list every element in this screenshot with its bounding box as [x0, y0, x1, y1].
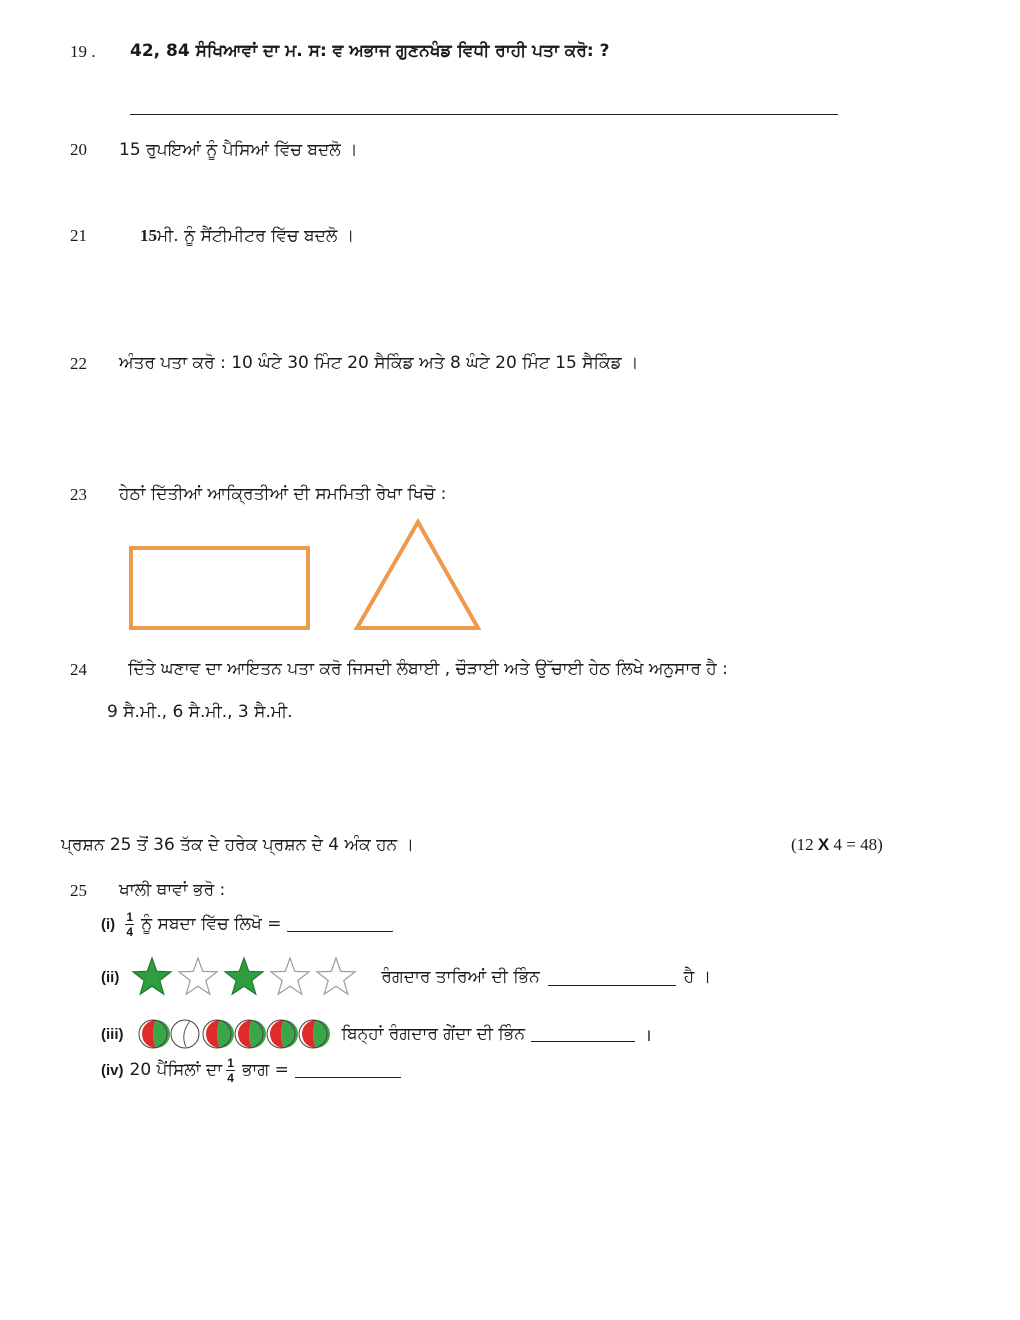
- fraction-one-quarter-iv: [226, 1057, 235, 1084]
- question-19-text: 42, 84 ਸੰਖਿਆਵਾਂ ਦਾ ਮ. ਸ: ਵ ਅਭਾਜ ਗੁਣਨਖੰਡ ਵਿਧੀ ਰਾਹੀ ਪਤਾ ਕਰੋ: ?: [130, 41, 610, 61]
- part-ii: [101, 955, 711, 999]
- filled-star-icon: [131, 956, 173, 998]
- question-24-text: ਦਿੱਤੇ ਘਣਾਵ ਦਾ ਆਇਤਨ ਪਤਾ ਕਰੋ ਜਿਸਦੀ ਲੰਬਾਈ , ਚੌੜਾਈ ਅਤੇ ਉੱਚਾਈ ਹੇਠ ਲਿਖੇ ਅਨੁਸਾਰ ਹੈ :: [128, 659, 728, 679]
- part-i-text: ਨੂੰ ਸਬਦਾ ਵਿੱਚ ਲਿਖੋ =: [141, 914, 282, 934]
- fraction-numerator: 1: [227, 1055, 234, 1070]
- question-24-dimensions: 9 ਸੈ.ਮੀ., 6 ਸੈ.ਮੀ., 3 ਸੈ.ਮੀ.: [107, 702, 293, 722]
- marks-times: X: [817, 835, 830, 854]
- question-number-22: 22: [70, 354, 87, 373]
- part-i: [101, 904, 393, 944]
- fraction-one-quarter: [125, 911, 134, 938]
- triangle-shape: [357, 522, 478, 628]
- part-iv: [101, 1050, 401, 1090]
- stars-row: [131, 956, 357, 998]
- empty-star-icon: [269, 956, 311, 998]
- marks-open: (12: [791, 835, 814, 854]
- empty-star-shape: [271, 958, 309, 994]
- question-20-text: 15 ਰੁਪਇਆਂ ਨੂੰ ਪੈਸਿਆਂ ਵਿੱਚ ਬਦਲੋ ।: [119, 140, 358, 160]
- filled-star-shape: [225, 958, 263, 994]
- fraction-numerator: 1: [126, 909, 134, 924]
- question-number-23: 23: [70, 485, 87, 504]
- question-23-text: ਹੇਠਾਂ ਦਿੱਤੀਆਂ ਆਕ੍ਰਿਤੀਆਂ ਦੀ ਸਮਮਿਤੀ ਰੇਖਾ ਖਿਚੋ :: [119, 484, 447, 504]
- filled-star-shape: [133, 958, 171, 994]
- part-ii-text: ਰੰਗਦਾਰ ਤਾਰਿਆਂ ਦੀ ਭਿੰਨ: [381, 967, 540, 987]
- filled-star-icon: [223, 956, 265, 998]
- empty-star-icon: [177, 956, 219, 998]
- answer-blank-iv[interactable]: [295, 1076, 401, 1078]
- marks-rest: 4 = 48): [833, 835, 883, 854]
- part-iii: [101, 1017, 651, 1051]
- fraction-denominator: 4: [126, 924, 134, 939]
- answer-blank-ii[interactable]: [548, 984, 676, 986]
- question-21-value: 15: [140, 226, 157, 245]
- question-number-24: 24: [70, 660, 87, 679]
- ball-seam: [183, 1021, 189, 1047]
- colored-ball-icon: [298, 1018, 328, 1050]
- plain-ball-icon: [170, 1018, 200, 1050]
- colored-ball-icon: [266, 1018, 296, 1050]
- part-iv-pre: 20 ਪੈਂਸਿਲਾਂ ਦਾ: [129, 1060, 223, 1080]
- empty-star-shape: [179, 958, 217, 994]
- answer-blank-iii[interactable]: [531, 1040, 635, 1042]
- section-marks: [791, 835, 883, 855]
- part-iv-label: (iv): [101, 1061, 124, 1079]
- question-21-body: ਮੀ. ਨੂੰ ਸੈਂਟੀਮੀਟਰ ਵਿੱਚ ਬਦਲੋ ।: [157, 226, 355, 246]
- question-22-text: ਅੰਤਰ ਪਤਾ ਕਰੋ : 10 ਘੰਟੇ 30 ਮਿੰਟ 20 ਸੈਕਿੰਡ ਅਤੇ 8 ਘੰਟੇ 20 ਮਿੰਟ 15 ਸੈਕਿੰਡ ।: [119, 353, 639, 373]
- empty-star-shape: [317, 958, 355, 994]
- part-iii-end: ।: [644, 1025, 652, 1046]
- answer-blank-i[interactable]: [287, 930, 393, 932]
- question-number-19: 19 .: [70, 42, 96, 61]
- fraction-denominator: 4: [227, 1070, 234, 1085]
- colored-ball-icon: [202, 1018, 232, 1050]
- question-number-21: 21: [70, 226, 87, 245]
- part-iii-label: (iii): [101, 1025, 124, 1043]
- part-ii-label: (ii): [101, 968, 120, 986]
- part-iv-text: ਭਾਗ =: [242, 1060, 289, 1080]
- empty-star-icon: [315, 956, 357, 998]
- balls-row: [138, 1018, 328, 1050]
- part-iii-text: ਬਿਨ੍ਹਾਂ ਰੰਗਦਾਰ ਗੇਂਦਾ ਦੀ ਭਿੰਨ: [341, 1024, 525, 1044]
- colored-ball-icon: [234, 1018, 264, 1050]
- question-25-text: ਖਾਲੀ ਥਾਵਾਂ ਭਰੋ :: [119, 880, 226, 900]
- question-number-20: 20: [70, 140, 87, 159]
- part-i-label: (i): [101, 915, 116, 933]
- rectangle-shape: [131, 548, 308, 628]
- part-ii-end: ਹੈ ।: [683, 967, 712, 987]
- colored-ball-icon: [138, 1018, 168, 1050]
- section-instruction: ਪ੍ਰਸ਼ਨ 25 ਤੋਂ 36 ਤੱਕ ਦੇ ਹਰੇਕ ਪ੍ਰਸ਼ਨ ਦੇ 4 ਅੰਕ ਹਨ ।: [61, 835, 414, 855]
- question-number-25: 25: [70, 881, 87, 900]
